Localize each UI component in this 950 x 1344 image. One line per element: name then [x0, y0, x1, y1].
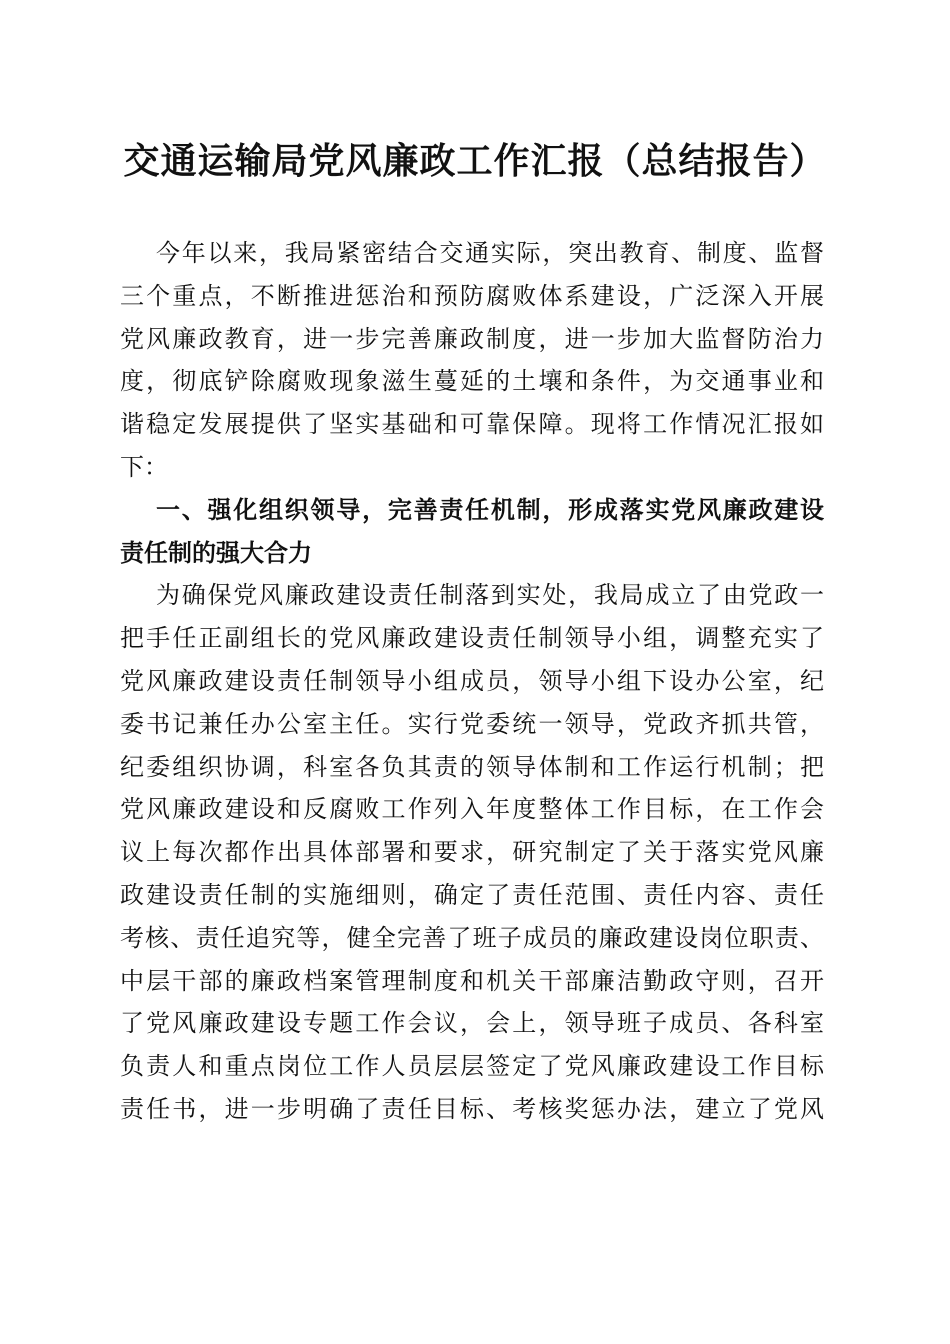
intro-paragraph: [120, 232, 824, 489]
text-line: 委书记兼任办公室主任。实行党委统一领导，党政齐抓共管，: [120, 709, 824, 738]
text-line: 党风廉政教育，进一步完善廉政制度，进一步加大监督防治力: [120, 324, 824, 353]
text-line: 把手任正副组长的党风廉政建设责任制领导小组，调整充实了: [120, 624, 824, 653]
text-line: 议上每次都作出具体部署和要求，研究制定了关于落实党风廉: [120, 838, 824, 867]
text-line: 为确保党风廉政建设责任制落到实处，我局成立了由党政一: [156, 581, 824, 610]
text-line: 度，彻底铲除腐败现象滋生蔓延的土壤和条件，为交通事业和: [120, 367, 824, 396]
heading-line: 一、强化组织领导，完善责任机制，形成落实党风廉政建设: [156, 495, 824, 524]
text-line: 谐稳定发展提供了坚实基础和可靠保障。现将工作情况汇报如: [120, 410, 824, 439]
text-line: 责任书，进一步明确了责任目标、考核奖惩办法，建立了党风: [120, 1094, 824, 1123]
text-line: 党风廉政建设责任制领导小组成员，领导小组下设办公室，纪: [120, 666, 824, 695]
heading-line: 责任制的强大合力: [120, 538, 312, 567]
text-line: 了党风廉政建设专题工作会议，会上，领导班子成员、各科室: [120, 1009, 824, 1038]
text-line: 政建设责任制的实施细则，确定了责任范围、责任内容、责任: [120, 880, 824, 909]
text-line: 纪委组织协调，科室各负其责的领导体制和工作运行机制；把: [120, 752, 824, 781]
document-title: 交通运输局党风廉政工作汇报（总结报告）: [123, 140, 827, 182]
text-line: 党风廉政建设和反腐败工作列入年度整体工作目标，在工作会: [120, 795, 824, 824]
document-body: [120, 232, 824, 1131]
section-1-paragraph: [120, 574, 824, 1130]
text-line: 今年以来，我局紧密结合交通实际，突出教育、制度、监督: [156, 239, 824, 267]
text-line: 三个重点，不断推进惩治和预防腐败体系建设，广泛深入开展: [120, 281, 824, 310]
text-line: 考核、责任追究等，健全完善了班子成员的廉政建设岗位职责、: [120, 923, 824, 952]
section-1-heading: [120, 489, 824, 575]
text-line: 下：: [120, 452, 168, 481]
text-line: 负责人和重点岗位工作人员层层签定了党风廉政建设工作目标: [120, 1052, 824, 1081]
text-line: 中层干部的廉政档案管理制度和机关干部廉洁勤政守则，召开: [120, 966, 824, 995]
